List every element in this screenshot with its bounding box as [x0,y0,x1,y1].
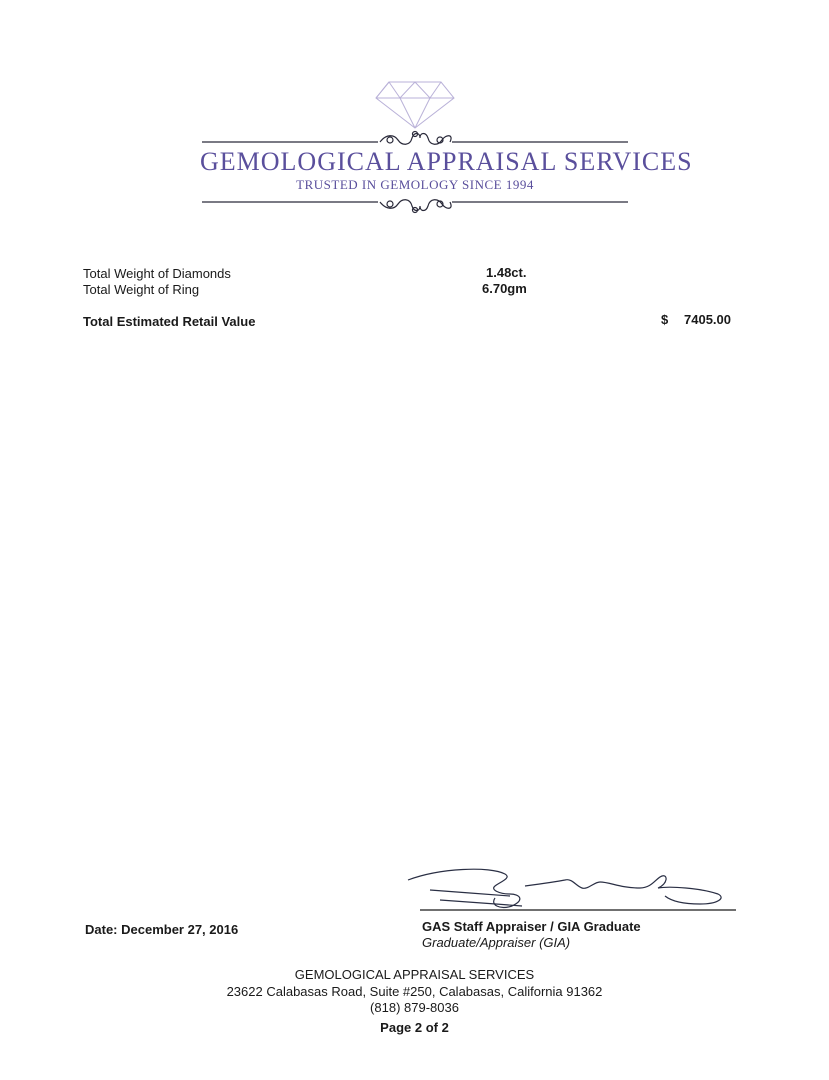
appraisal-date: Date: December 27, 2016 [85,922,239,937]
retail-value-amount: 7405.00 [684,312,731,327]
footer-company: GEMOLOGICAL APPRAISAL SERVICES [294,967,535,982]
footer-phone: (818) 879-8036 [370,1000,459,1015]
company-name: GEMOLOGICAL APPRAISAL SERVICES [200,147,693,176]
bottom-rule [202,200,628,213]
retail-value-label: Total Estimated Retail Value [83,314,256,329]
footer-address: 23622 Calabasas Road, Suite #250, Calabasas, California 91362 [226,984,603,999]
ring-weight-value: 6.70gm [482,281,527,296]
ring-weight-label: Total Weight of Ring [83,282,200,297]
currency-symbol: $ [661,312,669,327]
signature-mark [400,860,740,920]
top-rule [202,132,628,145]
company-tagline: TRUSTED IN GEMOLOGY SINCE 1994 [296,177,534,192]
diamonds-weight-value: 1.48ct. [486,265,527,280]
diamonds-weight-label: Total Weight of Diamonds [83,266,231,281]
page-number: Page 2 of 2 [380,1020,449,1035]
diamond-icon [376,82,454,128]
appraiser-title: GAS Staff Appraiser / GIA Graduate [422,919,641,934]
letterhead [200,76,693,226]
appraiser-subtitle: Graduate/Appraiser (GIA) [422,935,571,950]
